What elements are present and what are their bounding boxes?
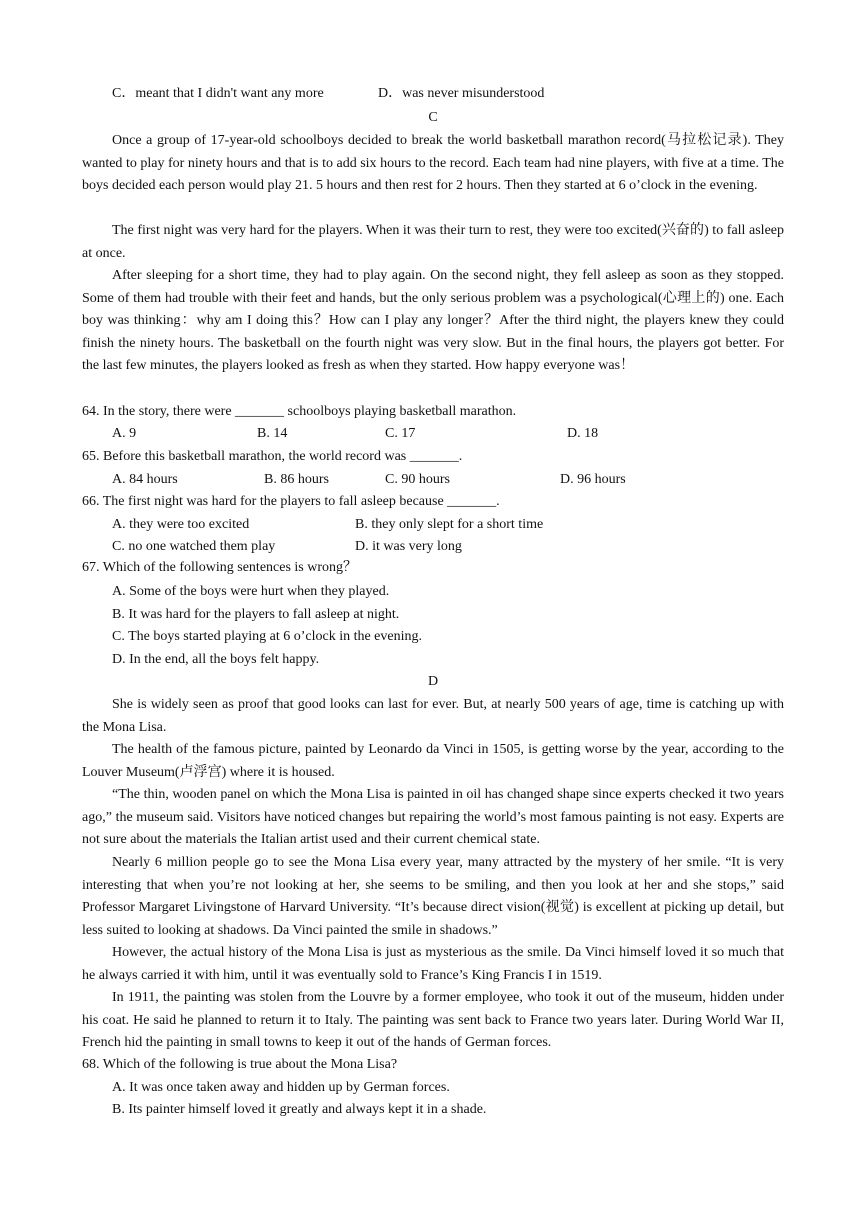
question-66: 66. The first night was hard for the players to fall asleep because _______. — [82, 494, 500, 509]
section-d-paragraph-4: Nearly 6 million people go to see the Mona Lisa every year, many attracted by the mystery of her smile. “It is very interesting that when you’re not looking at her, she seems to be smiling, and then you look at her and she stops,” said Professor Margaret Livingstone of Harvard University. “It’s because direct vision(视觉) is excellent at picking up detail, but less suited to looking at shadows. Da Vinci painted the smile in shadows.” — [82, 855, 784, 938]
q65-option-a: A. 84 hours — [112, 472, 178, 487]
q65-option-b: B. 86 hours — [264, 472, 329, 487]
section-c-heading: C — [428, 110, 438, 125]
q66-option-a: A. they were too excited — [112, 517, 250, 532]
q67-option-c: C. The boys started playing at 6 o’clock in the evening. — [112, 629, 423, 644]
q68-option-a: A. It was once taken away and hidden up by German forces. — [112, 1080, 450, 1095]
q65-option-d: D. 96 hours — [560, 472, 626, 487]
question-64: 64. In the story, there were _______ schoolboys playing basketball marathon. — [82, 404, 517, 419]
prev-option-d: D．was never misunderstood — [378, 86, 545, 101]
prev-option-c: C．meant that I didn't want any more — [112, 86, 324, 101]
question-68: 68. Which of the following is true about the Mona Lisa? — [82, 1057, 398, 1072]
q66-option-b: B. they only slept for a short time — [355, 517, 544, 532]
q68-option-b: B. Its painter himself loved it greatly and always kept it in a shade. — [112, 1102, 487, 1117]
q66-option-c: C. no one watched them play — [112, 539, 276, 554]
section-c-paragraph-3: After sleeping for a short time, they had to play again. On the second night, they fell asleep as soon as they stopped. Some of them had trouble with their feet and hands, but the only serious problem was a psychological(心理上的) one. Each boy was thinking：why am I doing this？How can I play any longer？After the third night, the players knew they could finish the ninety hours. The basketball on the fourth night was very slow. But in the final hours, the players got better. For the last few minutes, the players looked as fresh as when they started. How happy everyone was！ — [82, 268, 784, 373]
section-d-paragraph-6: In 1911, the painting was stolen from the Louvre by a former employee, who took it out of the museum, hidden under his coat. He said he planned to return it to Italy. The painting was sent back to France two years later. During World War II, French hid the painting in small towns to keep it out of the hands of German forces. — [82, 990, 784, 1050]
section-d-heading: D — [427, 674, 439, 689]
q64-option-a: A. 9 — [112, 426, 137, 441]
q64-option-c: C. 17 — [385, 426, 416, 441]
section-d-paragraph-1: She is widely seen as proof that good looks can last for ever. But, at nearly 500 years of age, time is catching up with the Mona Lisa. — [82, 697, 784, 735]
question-67: 67. Which of the following sentences is wrong？ — [82, 560, 358, 575]
q64-option-b: B. 14 — [257, 426, 288, 441]
q65-option-c: C. 90 hours — [385, 472, 450, 487]
q64-option-d: D. 18 — [567, 426, 599, 441]
q67-option-d: D. In the end, all the boys felt happy. — [112, 652, 320, 667]
q66-option-d: D. it was very long — [355, 539, 462, 554]
question-65: 65. Before this basketball marathon, the world record was _______. — [82, 449, 463, 464]
q67-option-a: A. Some of the boys were hurt when they played. — [112, 584, 390, 599]
section-c-paragraph-1: Once a group of 17-year-old schoolboys decided to break the world basketball marathon record(马拉松记录). They wanted to play for ninety hours and that is to add six hours to the record. Each team had nine players, with five at a time. The boys decided each person would play 21. 5 hours and then rest for 2 hours. Then they started at 6 o’clock in the evening. — [82, 133, 784, 193]
section-c-paragraph-2: The first night was very hard for the players. When it was their turn to rest, they were too excited(兴奋的) to fall asleep at once. — [82, 223, 784, 261]
section-d-paragraph-2: The health of the famous picture, painted by Leonardo da Vinci in 1505, is getting worse by the year, according to the Louver Museum(卢浮宫) where it is housed. — [82, 742, 784, 780]
q67-option-b: B. It was hard for the players to fall asleep at night. — [112, 607, 400, 622]
section-d-paragraph-3: “The thin, wooden panel on which the Mona Lisa is painted in oil has changed shape since experts checked it two years ago,” the museum said. Visitors have noticed changes but repairing the world’s most famous painting is not easy. Experts are not sure about the materials the Italian artist used and their current chemical state. — [82, 787, 784, 847]
section-d-paragraph-5: However, the actual history of the Mona Lisa is just as mysterious as the smile. Da Vinci himself loved it so much that he always carried it with him, until it was eventually sold to France’s King Francis I in 1519. — [82, 945, 784, 983]
